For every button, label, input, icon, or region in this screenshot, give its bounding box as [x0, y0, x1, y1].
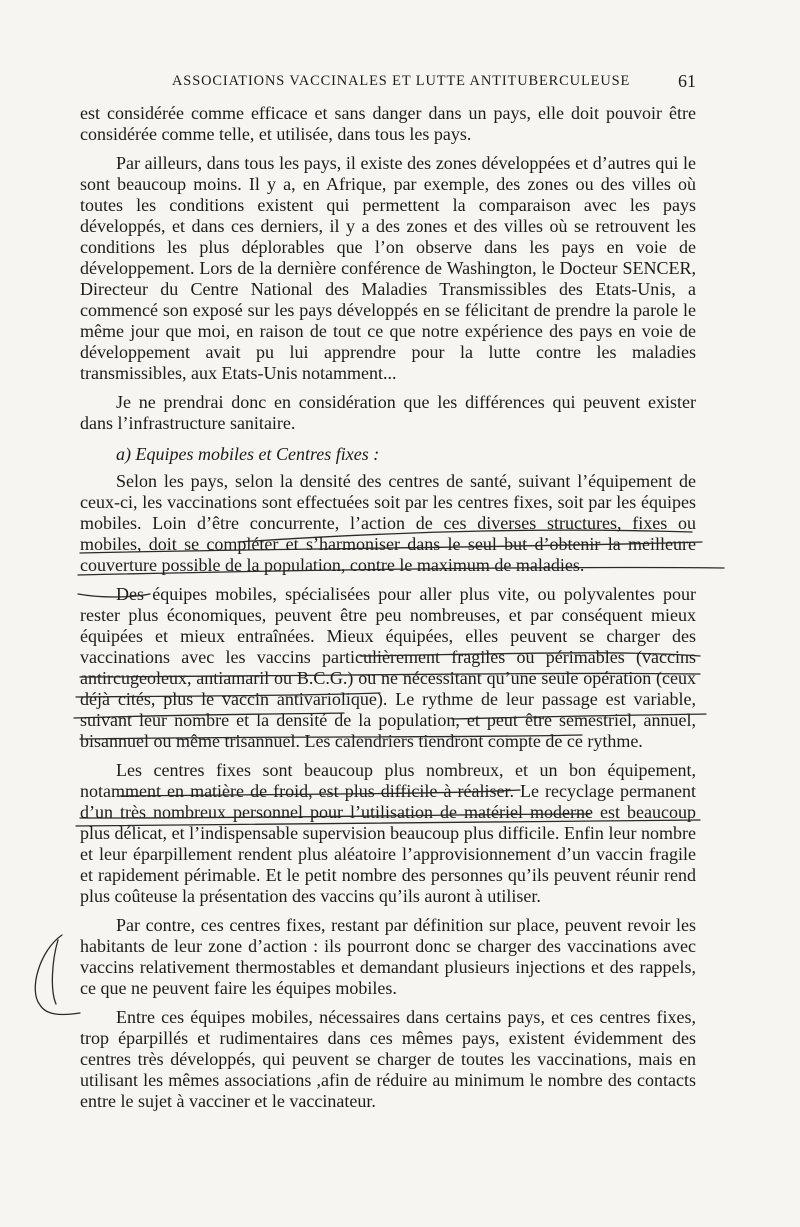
section-heading: a) Equipes mobiles et Centres fixes : [116, 444, 380, 464]
body-text [80, 103, 696, 1120]
paragraph: est considérée comme efficace et sans danger dans un pays, elle doit pouvoir être considérée comme telle, et utilisée, dans tous les pays. [80, 103, 696, 144]
page-header [80, 73, 696, 97]
paragraph: Je ne prendrai donc en considération que les différences qui peuvent exister dans l’infrastructure sanitaire. [80, 392, 696, 433]
running-title: ASSOCIATIONS VACCINALES ET LUTTE ANTITUBERCULEUSE [172, 73, 631, 89]
paragraph: Entre ces équipes mobiles, nécessaires dans certains pays, et ces centres fixes, trop éparpillés et rudimentaires dans ces mêmes pays, existent évidemment des centres très développés, qui peuvent se charger de toutes les vaccinations, mais en utilisant les mêmes associations ,afin de réduire au minimum le nombre des contacts entre le sujet à vacciner et le vaccinateur. [80, 1007, 696, 1111]
margin-bracket [35, 935, 80, 1014]
margin-bracket [52, 940, 58, 1004]
page-number: 61 [678, 71, 696, 91]
paragraph: Des équipes mobiles, spécialisées pour aller plus vite, ou polyvalentes pour rester plus économiques, peuvent être peu nombreuses, et par conséquent mieux équipées et mieux entraînées. Mieux équipées, elles peuvent se charger des vaccinations avec les vaccins particulièrement fragiles ou périmables (vaccins antircugeoleux, antiamaril ou B.C.G.) ou ne nécessitant qu’une seule opération (ceux déjà cités, plus le vaccin antivariolique). Le rythme de leur passage est variable, suivant leur nombre et la densité de la population, et peut être semestriel, annuel, bisannuel ou même trisannuel. Les calendriers tiendront compte de ce rythme. [80, 584, 696, 751]
paragraph: Les centres fixes sont beaucoup plus nombreux, et un bon équipement, notamment en matière de froid, est plus difficile à réaliser. Le recyclage permanent d’un très nombreux personnel pour l’utilisation de matériel moderne est beaucoup plus délicat, et l’indispensable supervision beaucoup plus difficile. Enfin leur nombre et leur éparpillement rendent plus aléatoire l’approvisionnement d’un vaccin fragile et rapidement périmable. Et le petit nombre des personnes qu’ils peuvent réunir rend plus coûteuse la présentation des vaccins qu’ils auront à utiliser. [80, 760, 696, 906]
paragraph: Par ailleurs, dans tous les pays, il existe des zones développées et d’autres qui le sont beaucoup moins. Il y a, en Afrique, par exemple, des zones ou des villes où toutes les conditions existent qui permettent la comparaison avec les pays développés, et dans ces derniers, il y a des zones et des villes où se retrouvent les conditions les plus déplorables que l’on observe dans les pays en voie de développement. Lors de la dernière conférence de Washington, le Docteur SENCER, Directeur du Centre National des Maladies Transmissibles des Etats-Unis, a commencé son exposé sur les pays développés en se félicitant de prendre la parole le même jour que moi, en raison de tout ce que notre expérience des pays en voie de développement avait pu lui apprendre pour la lutte contre les maladies transmissibles, aux Etats-Unis notamment... [80, 153, 696, 383]
paragraph: Selon les pays, selon la densité des centres de santé, suivant l’équipement de ceux-ci, les vaccinations sont effectuées soit par les centres fixes, soit par les équipes mobiles. Loin d’être concurrente, l’action de ces diverses structures, fixes ou mobiles, doit se compléter et s’harmoniser dans le seul but d’obtenir la meilleure couverture possible de la population, contre le maximum de maladies. [80, 471, 696, 575]
paragraph: Par contre, ces centres fixes, restant par définition sur place, peuvent revoir les habitants de leur zone d’action : ils pourront donc se charger des vaccinations avec vaccins relativement thermostables et demandant plusieurs injections et des rappels, ce que ne peuvent faire les équipes mobiles. [80, 915, 696, 998]
